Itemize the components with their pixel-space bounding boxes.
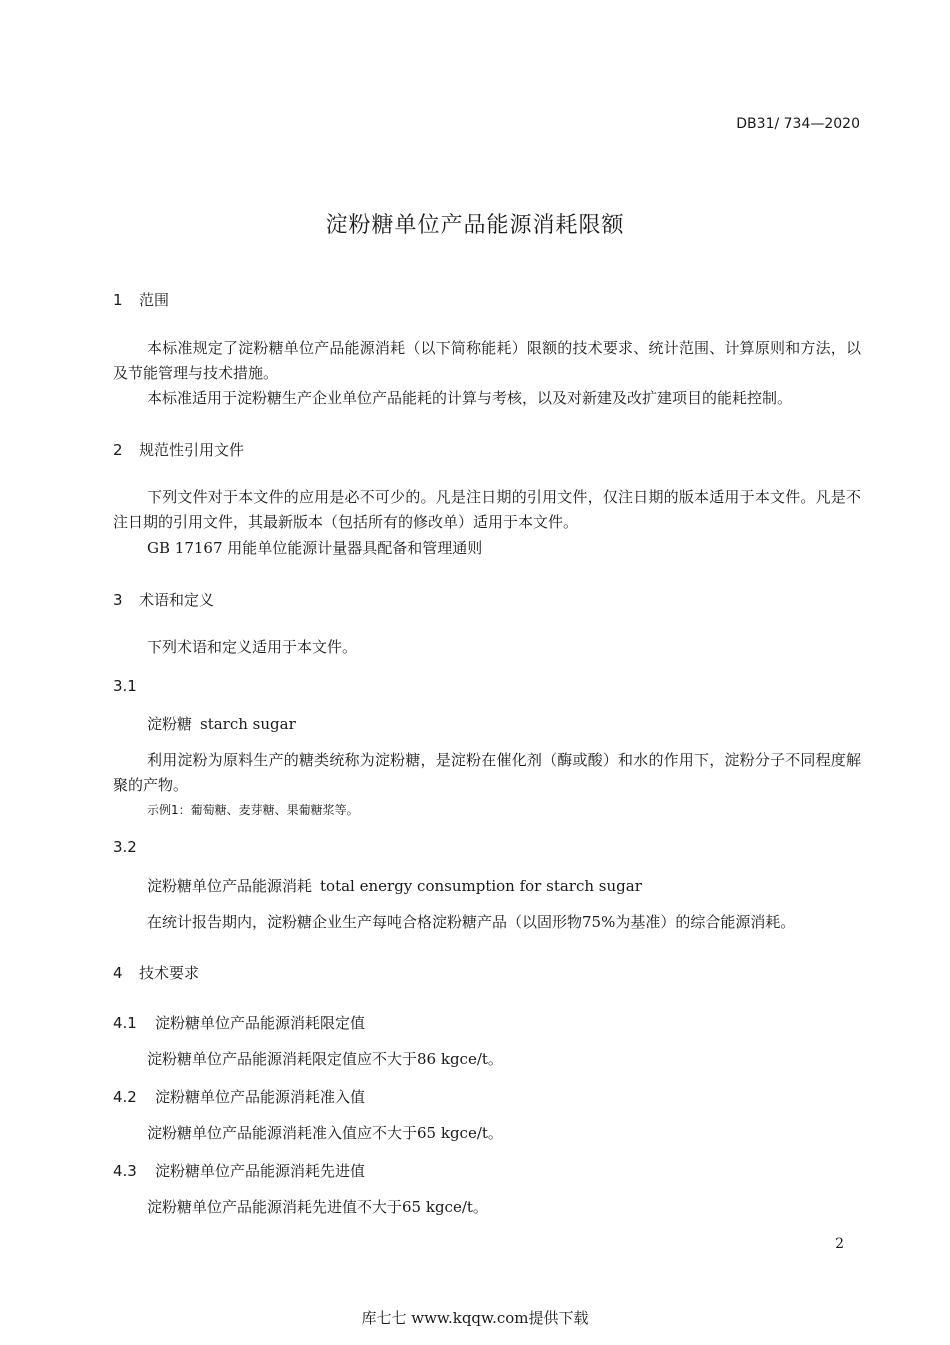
term-chinese: 淀粉糖单位产品能源消耗 xyxy=(147,877,313,895)
clause-4-2-heading xyxy=(113,1086,365,1107)
term-3-1-definition: 利用淀粉为原料生产的糖类统称为淀粉糖，是淀粉在催化剂（酶或酸）和水的作用下，淀粉分子不同程度解聚的产物。 xyxy=(113,751,861,794)
section-title: 范围 xyxy=(139,291,170,309)
term-3-1 xyxy=(147,713,296,734)
clause-3-2-number: 3.2 xyxy=(113,838,137,856)
term-3-2-definition: 在统计报告期内，淀粉糖企业生产每吨合格淀粉糖产品（以固形物75%为基准）的综合能源消耗。 xyxy=(147,913,796,931)
example-label: 示例1： xyxy=(147,803,191,817)
page-number: 2 xyxy=(835,1236,844,1252)
term-3-1-example xyxy=(147,801,359,818)
example-text: 葡萄糖、麦芽糖、果葡糖浆等。 xyxy=(190,803,359,817)
section-1-paragraph-1: 本标准规定了淀粉糖单位产品能源消耗（以下简称能耗）限额的技术要求、统计范围、计算原则和方法，以及节能管理与技术措施。 xyxy=(113,339,861,382)
standard-code: DB31/ 734—2020 xyxy=(736,116,860,132)
section-1-heading xyxy=(113,289,169,310)
section-4-heading xyxy=(113,962,199,983)
section-3-heading xyxy=(113,589,214,610)
term-english: starch sugar xyxy=(200,715,296,733)
section-title: 技术要求 xyxy=(139,964,200,982)
section-1-paragraph-2: 本标准适用于淀粉糖生产企业单位产品能耗的计算与考核，以及对新建及改扩建项目的能耗控制。 xyxy=(147,389,793,407)
section-number: 2 xyxy=(113,441,123,459)
clause-4-3-text: 淀粉糖单位产品能源消耗先进值不大于65 kgce/t。 xyxy=(147,1198,488,1216)
normative-reference: GB 17167 用能单位能源计量器具配备和管理通则 xyxy=(147,539,483,557)
term-chinese: 淀粉糖 xyxy=(147,715,193,733)
clause-3-1-number: 3.1 xyxy=(113,677,137,695)
document-title: 淀粉糖单位产品能源消耗限额 xyxy=(325,213,625,238)
section-title: 规范性引用文件 xyxy=(139,441,245,459)
section-2-paragraph-1: 下列文件对于本文件的应用是必不可少的。凡是注日期的引用文件，仅注日期的版本适用于本文件。凡是不注日期的引用文件，其最新版本（包括所有的修改单）适用于本文件。 xyxy=(113,488,861,531)
section-3-paragraph-1: 下列术语和定义适用于本文件。 xyxy=(147,638,358,656)
term-3-2 xyxy=(147,875,642,896)
footer-watermark: 库七七 www.kqqw.com提供下载 xyxy=(361,1309,589,1327)
clause-number: 4.2 xyxy=(113,1088,137,1106)
section-2-heading xyxy=(113,439,244,460)
section-number: 4 xyxy=(113,964,123,982)
section-number: 3 xyxy=(113,591,123,609)
clause-4-3-heading xyxy=(113,1160,365,1181)
clause-title: 淀粉糖单位产品能源消耗准入值 xyxy=(155,1088,366,1106)
section-number: 1 xyxy=(113,291,123,309)
clause-title: 淀粉糖单位产品能源消耗先进值 xyxy=(155,1162,366,1180)
clause-4-1-heading xyxy=(113,1012,365,1033)
clause-4-2-text: 淀粉糖单位产品能源消耗准入值应不大于65 kgce/t。 xyxy=(147,1124,503,1142)
section-title: 术语和定义 xyxy=(139,591,215,609)
clause-title: 淀粉糖单位产品能源消耗限定值 xyxy=(155,1014,366,1032)
term-english: total energy consumption for starch sugar xyxy=(320,877,642,895)
clause-number: 4.3 xyxy=(113,1162,137,1180)
clause-4-1-text: 淀粉糖单位产品能源消耗限定值应不大于86 kgce/t。 xyxy=(147,1050,503,1068)
clause-number: 4.1 xyxy=(113,1014,137,1032)
